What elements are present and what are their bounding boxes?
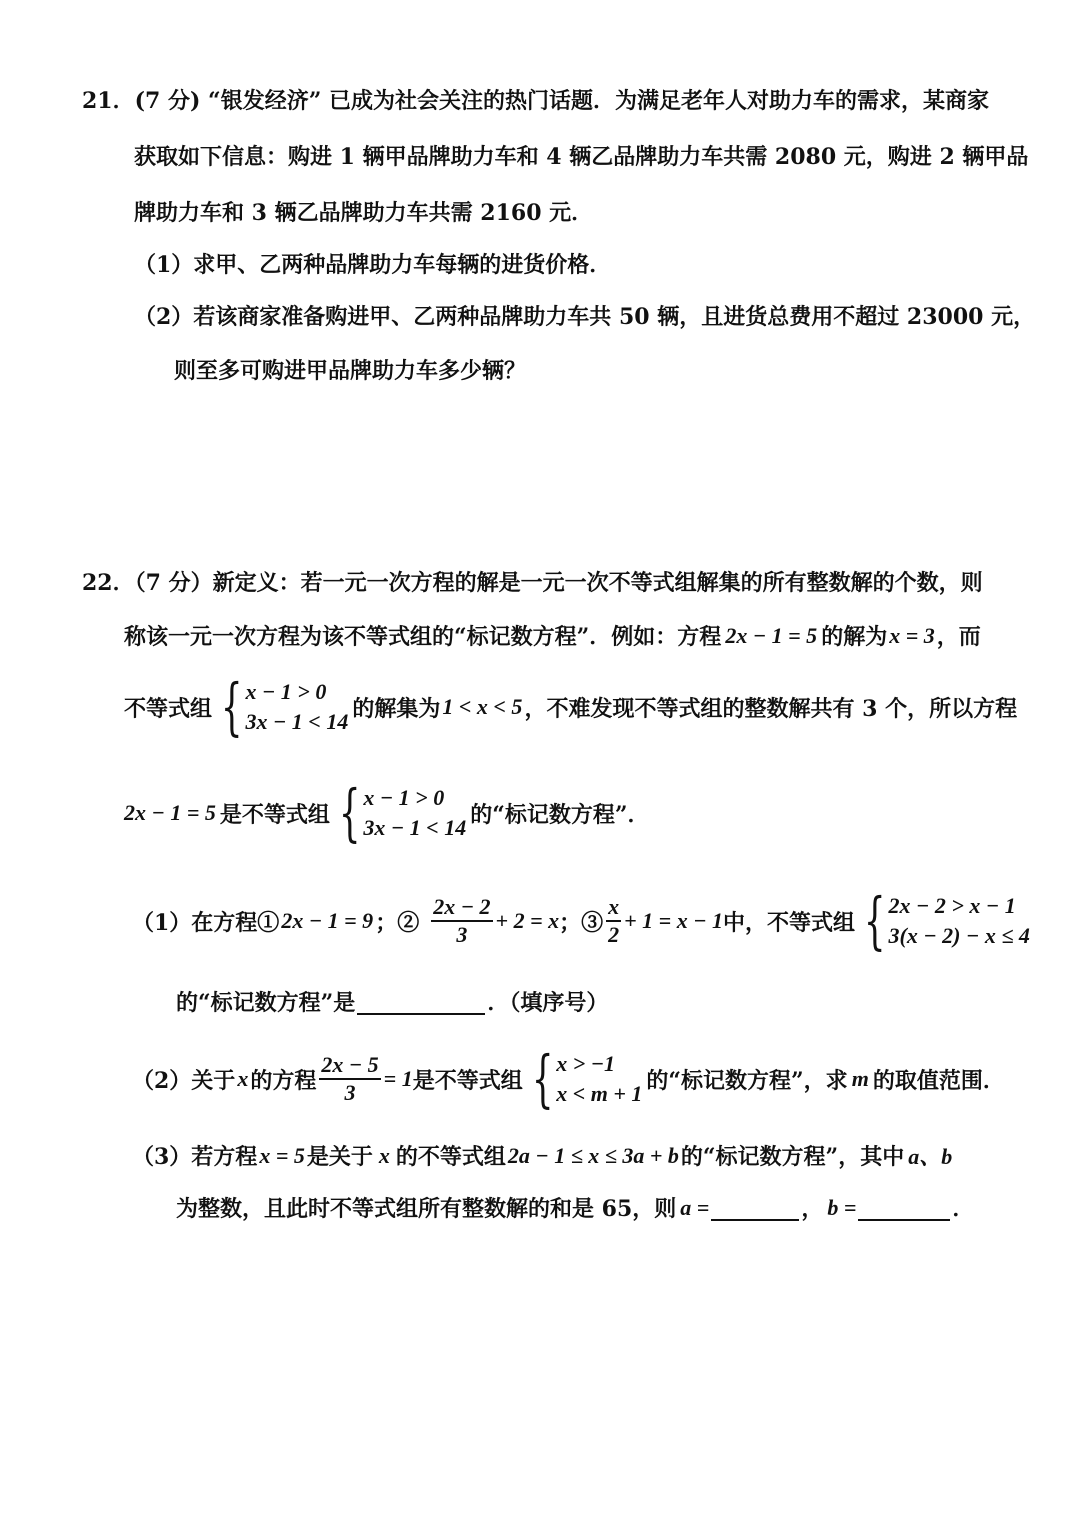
- q22-line-2-text-a: 称该一元一次方程为该不等式组的“标记数方程”．例如：方程: [124, 624, 722, 650]
- q22-line-4-text-a: 是不等式组: [219, 801, 330, 828]
- q22-p1-line-2-text-b: ．（填序号）: [487, 990, 609, 1016]
- q22-p3-line-2-text: 为整数，且此时不等式组所有整数解的和是 65，则: [176, 1196, 677, 1222]
- left-brace-icon: {: [863, 884, 886, 957]
- q22-p1-text-b: ；②: [375, 909, 420, 936]
- q22-p3-text-d: 的“标记数方程”，其中: [680, 1144, 905, 1170]
- q22-part-1: [132, 884, 1034, 957]
- q21-line-3: 牌助力车和 3 辆乙品牌助力车共需 2160 元．: [134, 200, 594, 226]
- q22-p3-text-b: 是关于: [306, 1144, 373, 1170]
- q22-p3-b-answer-blank[interactable]: [858, 1195, 950, 1221]
- q22-p1-equation-2-rest: + 2 = x: [495, 908, 560, 933]
- q22-p2-fraction-denominator: 3: [344, 1080, 356, 1105]
- q22-p1-fraction-2-denominator: 3: [456, 922, 468, 947]
- q22-example-system: [216, 670, 349, 743]
- q22-p2-fraction-numerator: 2x − 5: [319, 1052, 380, 1080]
- q22-p2-m-variable: m: [851, 1066, 869, 1091]
- q22-part-3: [132, 1140, 952, 1171]
- q22-line-3-text-c: ，不难发现不等式组的整数解共有 3 个，所以方程: [524, 695, 1018, 722]
- q22-p1-fraction-3-numerator: x: [606, 894, 621, 922]
- q22-example-equation: 2x − 1 = 5: [725, 622, 818, 648]
- q22-part-3-line-2: [176, 1192, 974, 1223]
- q22-p2-variable: x: [237, 1066, 249, 1091]
- q21-part-2-line-2: 则至多可购进甲品牌助力车多少辆？: [174, 358, 527, 384]
- q22-line-2: [124, 620, 981, 651]
- q22-p3-b-equals: b =: [827, 1194, 857, 1220]
- q22-p2-text-c: 是不等式组: [412, 1067, 523, 1094]
- q22-p1-answer-blank[interactable]: [357, 989, 485, 1015]
- q22-line-4-text-b: 的“标记数方程”．: [470, 801, 650, 828]
- q22-example-system-line-2: 3x − 1 < 14: [245, 709, 349, 734]
- q22-p1-text-c: ；③: [559, 909, 604, 936]
- q22-example-solution-set: 1 < x < 5: [442, 694, 523, 719]
- q22-example-system-line-1: x − 1 > 0: [245, 679, 327, 704]
- q22-p2-text-d: 的“标记数方程”，求: [646, 1067, 848, 1094]
- q22-p2-text-b: 的方程: [250, 1067, 317, 1094]
- q22-p3-end: ．: [952, 1196, 975, 1222]
- q22-p1-text-d: 中，不等式组: [723, 909, 856, 936]
- q22-p2-system: [527, 1042, 643, 1115]
- q21-part-2-line-1: （2）若该商家准备购进甲、乙两种品牌助力车共 50 辆，且进货总费用不超过 23000 元，: [134, 304, 1036, 330]
- q22-p3-a-equals: a =: [680, 1194, 710, 1220]
- q22-line-3-text-b: 的解集为: [352, 695, 441, 722]
- q22-p1-equation-1: 2x − 1 = 9: [281, 908, 374, 933]
- q22-part-2: [132, 1042, 1005, 1115]
- q22-line-1: 22．（7 分）新定义：若一元一次方程的解是一元一次不等式组解集的所有整数解的个数，则: [82, 570, 983, 596]
- q22-p3-text-c: 的不等式组: [395, 1144, 506, 1170]
- q22-example-solution: x = 3: [889, 622, 935, 648]
- q22-p3-text-a: （3）若方程: [132, 1144, 258, 1170]
- q21-line-2: 获取如下信息：购进 1 辆甲品牌助力车和 4 辆乙品牌助力车共需 2080 元，购进 2 辆甲品: [134, 144, 1029, 170]
- q22-p1-equation-3-rest: + 1 = x − 1: [624, 908, 724, 933]
- q22-p1-fraction-2: [431, 894, 492, 948]
- q22-p1-system: [859, 884, 1030, 957]
- q22-p1-fraction-3: [606, 894, 621, 948]
- q22-p1-fraction-3-denominator: 2: [608, 922, 620, 947]
- q22-p3-variable: x: [378, 1142, 390, 1168]
- q22-p1-line-2-text-a: 的“标记数方程”是: [176, 990, 356, 1016]
- q22-line-4-system-line-2: 3x − 1 < 14: [363, 815, 467, 840]
- q22-p3-inequality: 2a − 1 ≤ x ≤ 3a + b: [507, 1142, 679, 1168]
- left-brace-icon: {: [531, 1042, 554, 1115]
- left-brace-icon: {: [338, 776, 361, 849]
- q22-p1-text-a: （1）在方程①: [132, 909, 280, 936]
- q22-line-4-equation: 2x − 1 = 5: [124, 800, 216, 825]
- q22-line-3: [124, 670, 1018, 743]
- q22-p1-system-line-1: 2x − 2 > x − 1: [888, 893, 1016, 918]
- q22-p3-equation: x = 5: [259, 1142, 305, 1168]
- q21-line-1: 21．(7 分) “银发经济” 已成为社会关注的热门话题．为满足老年人对助力车的需求，某商家: [82, 88, 990, 114]
- q22-p3-ab: a、b: [908, 1144, 953, 1169]
- q22-p2-fraction: [319, 1052, 380, 1106]
- q22-p3-a-answer-blank[interactable]: [711, 1195, 799, 1221]
- left-brace-icon: {: [220, 670, 243, 743]
- q22-part-1-line-2: [176, 986, 608, 1017]
- q22-p1-system-line-2: 3(x − 2) − x ≤ 4: [888, 923, 1030, 948]
- q22-p2-text-a: （2）关于: [132, 1067, 236, 1094]
- q22-p3-comma: ，: [801, 1196, 824, 1222]
- q21-part-1: （1）求甲、乙两种品牌助力车每辆的进货价格．: [134, 252, 612, 278]
- q22-p2-system-line-2: x < m + 1: [556, 1081, 643, 1106]
- q22-p2-equation-rest: = 1: [383, 1066, 413, 1091]
- q22-line-2-text-c: ，而: [936, 624, 981, 650]
- q22-line-4-system-line-1: x − 1 > 0: [363, 785, 445, 810]
- q22-line-4-system: [334, 776, 467, 849]
- q22-p2-text-e: 的取值范围．: [872, 1067, 1005, 1094]
- q22-p1-fraction-2-numerator: 2x − 2: [431, 894, 492, 922]
- q22-p2-system-line-1: x > −1: [556, 1051, 616, 1076]
- q22-line-2-text-b: 的解为: [821, 624, 888, 650]
- q22-line-3-text-a: 不等式组: [124, 695, 213, 722]
- q22-line-4: [124, 776, 650, 849]
